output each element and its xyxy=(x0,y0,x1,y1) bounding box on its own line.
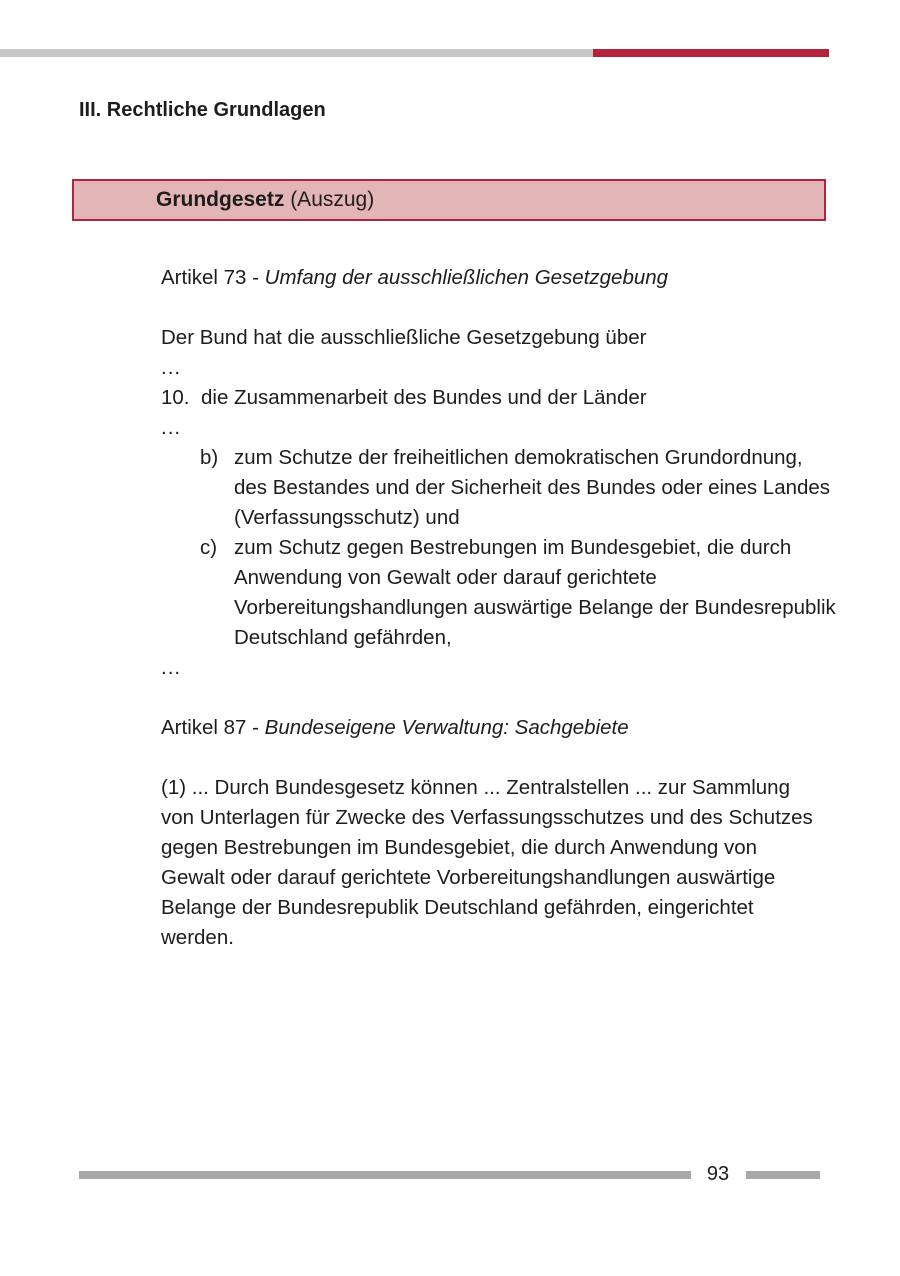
article-73-intro: Der Bund hat die ausschließliche Gesetzgebung über xyxy=(161,326,647,349)
ellipsis: ... xyxy=(161,416,182,439)
top-decorative-bar-gray xyxy=(0,49,593,57)
top-decorative-bar-red xyxy=(593,49,829,57)
article-73-heading xyxy=(161,263,841,293)
law-text-body xyxy=(161,263,841,953)
section-title: III. Rechtliche Grundlagen xyxy=(79,99,326,121)
subitem-text: zum Schutz gegen Bestrebungen im Bundesgebiet, die durch Anwendung von Gewalt oder darauf gerichtete Vorbereitungshandlungen auswärtige Belange der Bundesrepublik Deutschland gefährden, xyxy=(234,536,836,649)
article-73-subitem-b xyxy=(161,443,841,533)
footer-decorative-bar-right xyxy=(746,1171,820,1179)
article-87-paragraph: (1) ... Durch Bundesgesetz können ... Zentralstellen ... zur Sammlung von Unterlagen für Zwecke des Verfassungsschutzes und des Schutzes gegen Bestrebungen im Bundesgebiet, die durch Anwendung von Gewalt oder darauf gerichtete Vorbereitungshandlungen auswärtige Belange der Bundesrepublik Deutschland gefährden, eingerichtet werden. xyxy=(161,776,813,949)
article-87-heading xyxy=(161,713,841,743)
article-73-item-10 xyxy=(161,383,841,413)
excerpt-title xyxy=(156,186,374,214)
article-73-number: Artikel 73 - xyxy=(161,266,265,289)
page-number: 93 xyxy=(706,1163,730,1185)
article-73-subitem-c xyxy=(161,533,841,653)
excerpt-header-box xyxy=(72,179,826,221)
excerpt-title-suffix: (Auszug) xyxy=(284,188,375,211)
ellipsis: ... xyxy=(161,656,182,679)
article-73-title: Umfang der ausschließlichen Gesetzgebung xyxy=(264,266,669,289)
subitem-letter: b) xyxy=(200,446,219,469)
excerpt-title-bold: Grundgesetz xyxy=(156,188,285,211)
subitem-letter: c) xyxy=(200,536,218,559)
subitem-text: zum Schutze der freiheitlichen demokratischen Grundordnung, des Bestandes und der Sicherheit des Bundes oder eines Landes (Verfassungsschutz) und xyxy=(234,446,831,529)
ellipsis: ... xyxy=(161,356,182,379)
article-87-number: Artikel 87 - xyxy=(161,716,265,739)
article-87-title: Bundeseigene Verwaltung: Sachgebiete xyxy=(264,716,629,739)
item-text: die Zusammenarbeit des Bundes und der Länder xyxy=(201,386,647,409)
item-number: 10. xyxy=(161,386,190,409)
footer-decorative-bar-left xyxy=(79,1171,691,1179)
